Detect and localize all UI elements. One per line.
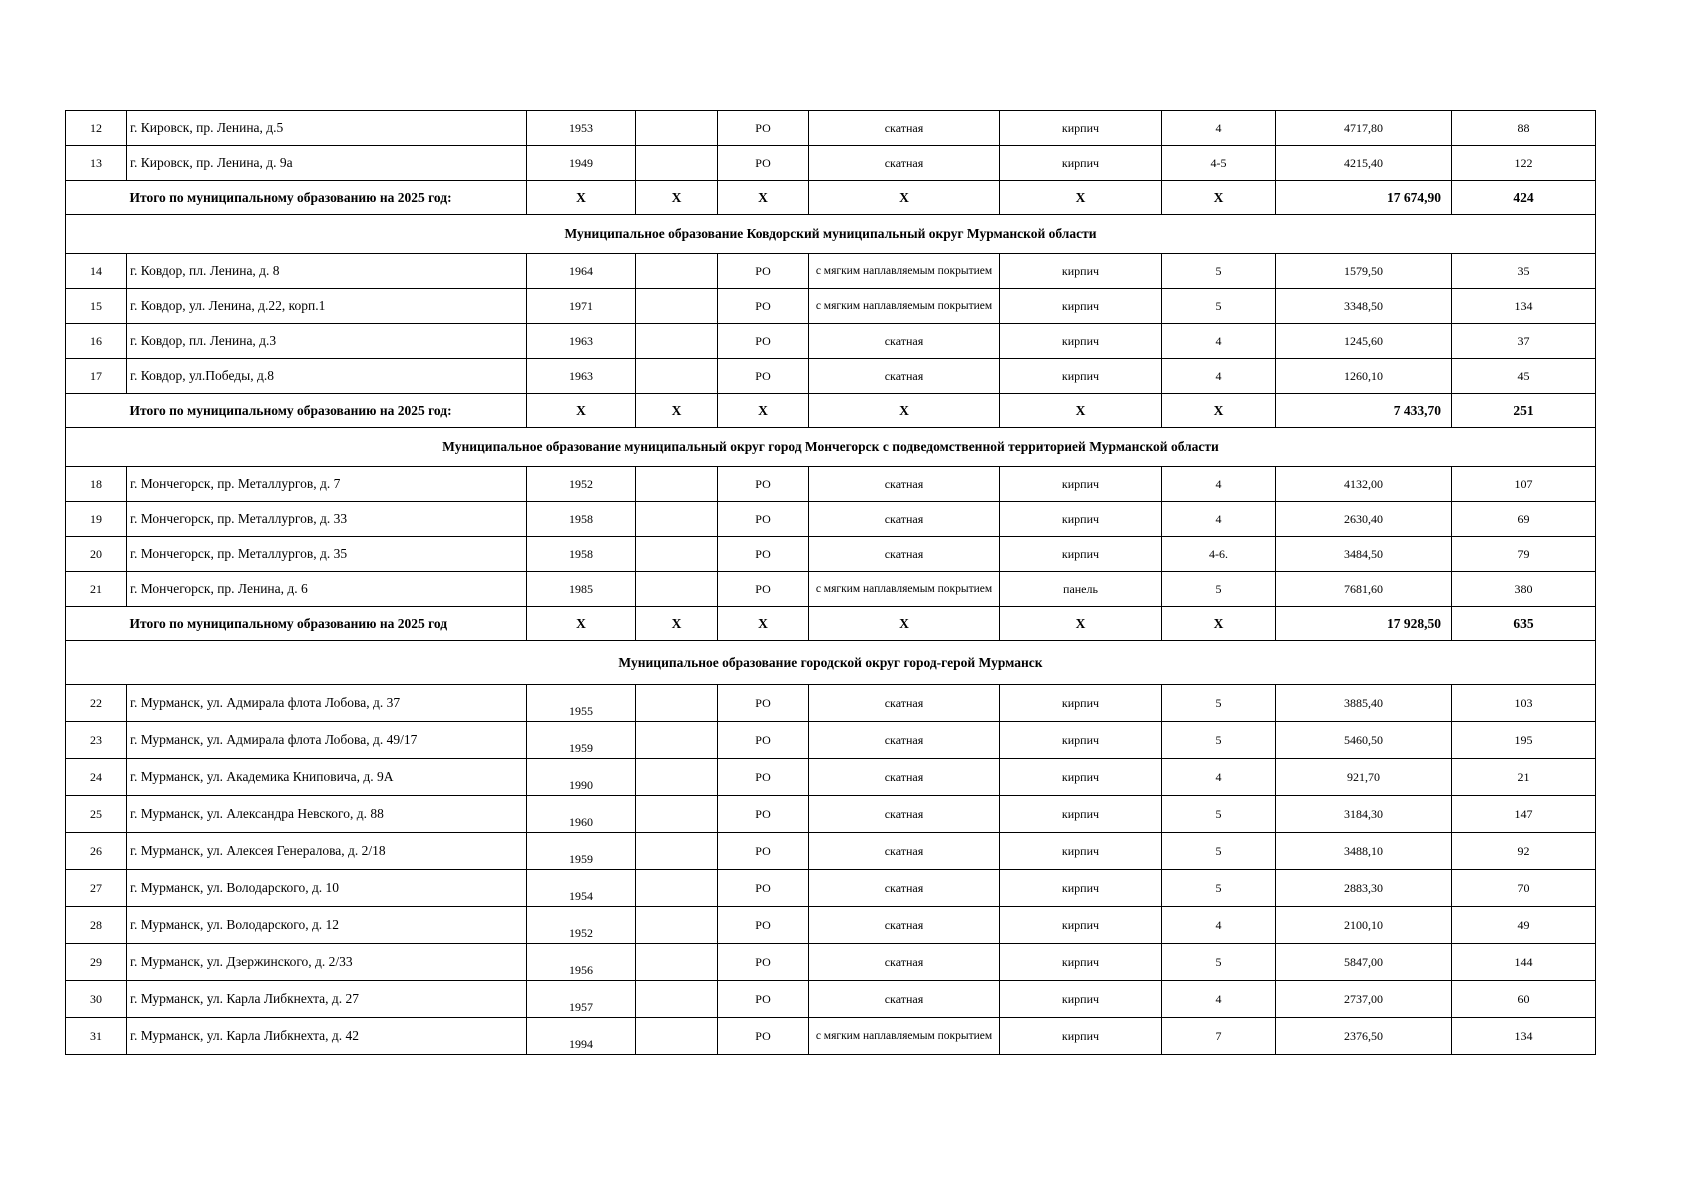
table-row bbox=[66, 907, 1596, 944]
residents-cell: 69 bbox=[1452, 502, 1596, 537]
roof-type-cell: скатная bbox=[809, 796, 1000, 833]
section-header: Муниципальное образование городской округ город-герой Мурманск bbox=[66, 641, 1596, 685]
subtotal-x-mark: Х bbox=[718, 607, 809, 641]
subtotal-row bbox=[66, 181, 1596, 215]
empty-cell bbox=[636, 324, 718, 359]
year-cell: 1963 bbox=[527, 324, 636, 359]
row-number-cell: 20 bbox=[66, 537, 127, 572]
subtotal-area: 17 674,90 bbox=[1276, 181, 1452, 215]
roof-type-cell: скатная bbox=[809, 907, 1000, 944]
area-cell: 2376,50 bbox=[1276, 1018, 1452, 1055]
subtotal-x-mark: Х bbox=[636, 181, 718, 215]
wall-material-cell: кирпич bbox=[1000, 870, 1162, 907]
table-row bbox=[66, 254, 1596, 289]
residents-cell: 147 bbox=[1452, 796, 1596, 833]
roof-type-cell: скатная bbox=[809, 722, 1000, 759]
subtotal-x-mark: Х bbox=[527, 607, 636, 641]
table-row bbox=[66, 685, 1596, 722]
year-cell: 1985 bbox=[527, 572, 636, 607]
subtotal-x-mark: Х bbox=[1000, 181, 1162, 215]
address-cell: г. Мурманск, ул. Володарского, д. 12 bbox=[127, 907, 527, 944]
table-row bbox=[66, 111, 1596, 146]
floors-cell: 4 bbox=[1162, 359, 1276, 394]
empty-cell bbox=[636, 870, 718, 907]
wall-material-cell: кирпич bbox=[1000, 289, 1162, 324]
floors-cell: 4 bbox=[1162, 324, 1276, 359]
roof-type-cell: скатная bbox=[809, 685, 1000, 722]
address-cell: г. Ковдор, пл. Ленина, д.3 bbox=[127, 324, 527, 359]
wall-material-cell: кирпич bbox=[1000, 981, 1162, 1018]
program-cell: РО bbox=[718, 146, 809, 181]
residents-cell: 49 bbox=[1452, 907, 1596, 944]
empty-cell bbox=[636, 944, 718, 981]
residents-cell: 79 bbox=[1452, 537, 1596, 572]
table-row bbox=[66, 833, 1596, 870]
floors-cell: 5 bbox=[1162, 722, 1276, 759]
year-cell: 1952 bbox=[527, 907, 636, 944]
area-cell: 2737,00 bbox=[1276, 981, 1452, 1018]
residents-cell: 107 bbox=[1452, 467, 1596, 502]
area-cell: 1260,10 bbox=[1276, 359, 1452, 394]
year-cell: 1963 bbox=[527, 359, 636, 394]
address-cell: г. Мурманск, ул. Адмирала флота Лобова, д. 37 bbox=[127, 685, 527, 722]
program-cell: РО bbox=[718, 289, 809, 324]
residents-cell: 134 bbox=[1452, 289, 1596, 324]
row-number-cell: 13 bbox=[66, 146, 127, 181]
floors-cell: 5 bbox=[1162, 944, 1276, 981]
area-cell: 1245,60 bbox=[1276, 324, 1452, 359]
year-cell: 1953 bbox=[527, 111, 636, 146]
address-cell: г. Мурманск, ул. Володарского, д. 10 bbox=[127, 870, 527, 907]
year-cell: 1958 bbox=[527, 502, 636, 537]
roof-type-cell: скатная bbox=[809, 537, 1000, 572]
address-cell: г. Мончегорск, пр. Металлургов, д. 35 bbox=[127, 537, 527, 572]
area-cell: 3348,50 bbox=[1276, 289, 1452, 324]
row-number-cell: 22 bbox=[66, 685, 127, 722]
row-number-cell: 26 bbox=[66, 833, 127, 870]
roof-type-cell: с мягким наплавляемым покрытием bbox=[809, 1018, 1000, 1055]
empty-cell bbox=[636, 685, 718, 722]
empty-cell bbox=[636, 502, 718, 537]
wall-material-cell: кирпич bbox=[1000, 722, 1162, 759]
residents-cell: 195 bbox=[1452, 722, 1596, 759]
roof-type-cell: с мягким наплавляемым покрытием bbox=[809, 254, 1000, 289]
subtotal-label: Итого по муниципальному образованию на 2025 год: bbox=[127, 394, 527, 428]
section-header-row bbox=[66, 215, 1596, 254]
year-cell: 1960 bbox=[527, 796, 636, 833]
address-cell: г. Ковдор, пл. Ленина, д. 8 bbox=[127, 254, 527, 289]
residents-cell: 21 bbox=[1452, 759, 1596, 796]
area-cell: 5847,00 bbox=[1276, 944, 1452, 981]
residents-cell: 35 bbox=[1452, 254, 1596, 289]
subtotal-x-mark: Х bbox=[1162, 394, 1276, 428]
year-cell: 1971 bbox=[527, 289, 636, 324]
wall-material-cell: кирпич bbox=[1000, 502, 1162, 537]
address-cell: г. Мурманск, ул. Адмирала флота Лобова, д. 49/17 bbox=[127, 722, 527, 759]
floors-cell: 4 bbox=[1162, 759, 1276, 796]
row-number-cell: 15 bbox=[66, 289, 127, 324]
roof-type-cell: с мягким наплавляемым покрытием bbox=[809, 572, 1000, 607]
empty-cell bbox=[636, 467, 718, 502]
year-cell: 1958 bbox=[527, 537, 636, 572]
subtotal-residents: 424 bbox=[1452, 181, 1596, 215]
roof-type-cell: скатная bbox=[809, 146, 1000, 181]
address-cell: г. Мончегорск, пр. Металлургов, д. 33 bbox=[127, 502, 527, 537]
program-cell: РО bbox=[718, 502, 809, 537]
floors-cell: 4-6. bbox=[1162, 537, 1276, 572]
subtotal-x-mark: Х bbox=[527, 181, 636, 215]
program-cell: РО bbox=[718, 467, 809, 502]
row-number-cell: 12 bbox=[66, 111, 127, 146]
empty-cell bbox=[636, 146, 718, 181]
year-cell: 1959 bbox=[527, 722, 636, 759]
row-number-cell: 27 bbox=[66, 870, 127, 907]
roof-type-cell: скатная bbox=[809, 759, 1000, 796]
section-header: Муниципальное образование Ковдорский муниципальный округ Мурманской области bbox=[66, 215, 1596, 254]
table-row bbox=[66, 944, 1596, 981]
program-cell: РО bbox=[718, 796, 809, 833]
table-row bbox=[66, 289, 1596, 324]
subtotal-spacer bbox=[66, 607, 127, 641]
empty-cell bbox=[636, 981, 718, 1018]
area-cell: 4717,80 bbox=[1276, 111, 1452, 146]
program-cell: РО bbox=[718, 685, 809, 722]
empty-cell bbox=[636, 833, 718, 870]
area-cell: 4132,00 bbox=[1276, 467, 1452, 502]
wall-material-cell: кирпич bbox=[1000, 796, 1162, 833]
floors-cell: 4 bbox=[1162, 467, 1276, 502]
area-cell: 1579,50 bbox=[1276, 254, 1452, 289]
floors-cell: 4 bbox=[1162, 981, 1276, 1018]
row-number-cell: 18 bbox=[66, 467, 127, 502]
floors-cell: 7 bbox=[1162, 1018, 1276, 1055]
subtotal-x-mark: Х bbox=[1162, 607, 1276, 641]
row-number-cell: 23 bbox=[66, 722, 127, 759]
empty-cell bbox=[636, 359, 718, 394]
floors-cell: 5 bbox=[1162, 254, 1276, 289]
table-row bbox=[66, 572, 1596, 607]
empty-cell bbox=[636, 759, 718, 796]
residents-cell: 380 bbox=[1452, 572, 1596, 607]
year-cell: 1994 bbox=[527, 1018, 636, 1055]
program-cell: РО bbox=[718, 944, 809, 981]
subtotal-label: Итого по муниципальному образованию на 2025 год: bbox=[127, 181, 527, 215]
row-number-cell: 29 bbox=[66, 944, 127, 981]
wall-material-cell: кирпич bbox=[1000, 944, 1162, 981]
floors-cell: 5 bbox=[1162, 870, 1276, 907]
year-cell: 1952 bbox=[527, 467, 636, 502]
year-cell: 1957 bbox=[527, 981, 636, 1018]
table-row bbox=[66, 981, 1596, 1018]
year-cell: 1949 bbox=[527, 146, 636, 181]
program-cell: РО bbox=[718, 254, 809, 289]
wall-material-cell: кирпич bbox=[1000, 907, 1162, 944]
roof-type-cell: скатная bbox=[809, 944, 1000, 981]
address-cell: г. Мончегорск, пр. Металлургов, д. 7 bbox=[127, 467, 527, 502]
area-cell: 3885,40 bbox=[1276, 685, 1452, 722]
program-cell: РО bbox=[718, 111, 809, 146]
row-number-cell: 28 bbox=[66, 907, 127, 944]
subtotal-spacer bbox=[66, 181, 127, 215]
subtotal-x-mark: Х bbox=[809, 394, 1000, 428]
residents-cell: 144 bbox=[1452, 944, 1596, 981]
program-cell: РО bbox=[718, 759, 809, 796]
row-number-cell: 19 bbox=[66, 502, 127, 537]
row-number-cell: 24 bbox=[66, 759, 127, 796]
wall-material-cell: кирпич bbox=[1000, 146, 1162, 181]
address-cell: г. Мурманск, ул. Александра Невского, д. 88 bbox=[127, 796, 527, 833]
wall-material-cell: кирпич bbox=[1000, 537, 1162, 572]
subtotal-area: 7 433,70 bbox=[1276, 394, 1452, 428]
empty-cell bbox=[636, 722, 718, 759]
table-row bbox=[66, 537, 1596, 572]
roof-type-cell: скатная bbox=[809, 467, 1000, 502]
wall-material-cell: кирпич bbox=[1000, 685, 1162, 722]
program-cell: РО bbox=[718, 722, 809, 759]
residents-cell: 122 bbox=[1452, 146, 1596, 181]
section-header-row bbox=[66, 428, 1596, 467]
address-cell: г. Кировск, пр. Ленина, д.5 bbox=[127, 111, 527, 146]
residents-cell: 88 bbox=[1452, 111, 1596, 146]
residents-cell: 103 bbox=[1452, 685, 1596, 722]
area-cell: 5460,50 bbox=[1276, 722, 1452, 759]
empty-cell bbox=[636, 254, 718, 289]
section-header: Муниципальное образование муниципальный округ город Мончегорск с подведомственной территорией Мурманской области bbox=[66, 428, 1596, 467]
row-number-cell: 30 bbox=[66, 981, 127, 1018]
area-cell: 7681,60 bbox=[1276, 572, 1452, 607]
empty-cell bbox=[636, 796, 718, 833]
subtotal-row bbox=[66, 394, 1596, 428]
address-cell: г. Мурманск, ул. Академика Книповича, д. 9А bbox=[127, 759, 527, 796]
floors-cell: 4 bbox=[1162, 502, 1276, 537]
floors-cell: 5 bbox=[1162, 289, 1276, 324]
area-cell: 3484,50 bbox=[1276, 537, 1452, 572]
subtotal-row bbox=[66, 607, 1596, 641]
table-row bbox=[66, 796, 1596, 833]
roof-type-cell: с мягким наплавляемым покрытием bbox=[809, 289, 1000, 324]
roof-type-cell: скатная bbox=[809, 111, 1000, 146]
section-header-row bbox=[66, 641, 1596, 685]
empty-cell bbox=[636, 907, 718, 944]
subtotal-x-mark: Х bbox=[1000, 607, 1162, 641]
subtotal-x-mark: Х bbox=[718, 394, 809, 428]
address-cell: г. Мурманск, ул. Дзержинского, д. 2/33 bbox=[127, 944, 527, 981]
empty-cell bbox=[636, 289, 718, 324]
residents-cell: 92 bbox=[1452, 833, 1596, 870]
wall-material-cell: кирпич bbox=[1000, 254, 1162, 289]
table-row bbox=[66, 1018, 1596, 1055]
year-cell: 1956 bbox=[527, 944, 636, 981]
table-row bbox=[66, 324, 1596, 359]
subtotal-x-mark: Х bbox=[636, 607, 718, 641]
program-cell: РО bbox=[718, 537, 809, 572]
area-cell: 2883,30 bbox=[1276, 870, 1452, 907]
area-cell: 2100,10 bbox=[1276, 907, 1452, 944]
roof-type-cell: скатная bbox=[809, 833, 1000, 870]
floors-cell: 4 bbox=[1162, 907, 1276, 944]
program-cell: РО bbox=[718, 907, 809, 944]
table-row bbox=[66, 146, 1596, 181]
subtotal-x-mark: Х bbox=[636, 394, 718, 428]
table-row bbox=[66, 467, 1596, 502]
wall-material-cell: кирпич bbox=[1000, 467, 1162, 502]
address-cell: г. Ковдор, ул. Ленина, д.22, корп.1 bbox=[127, 289, 527, 324]
row-number-cell: 16 bbox=[66, 324, 127, 359]
address-cell: г. Кировск, пр. Ленина, д. 9а bbox=[127, 146, 527, 181]
floors-cell: 5 bbox=[1162, 796, 1276, 833]
residents-cell: 134 bbox=[1452, 1018, 1596, 1055]
table-row bbox=[66, 502, 1596, 537]
subtotal-residents: 251 bbox=[1452, 394, 1596, 428]
subtotal-x-mark: Х bbox=[809, 181, 1000, 215]
residents-cell: 60 bbox=[1452, 981, 1596, 1018]
wall-material-cell: кирпич bbox=[1000, 759, 1162, 796]
residents-cell: 70 bbox=[1452, 870, 1596, 907]
year-cell: 1959 bbox=[527, 833, 636, 870]
row-number-cell: 31 bbox=[66, 1018, 127, 1055]
row-number-cell: 21 bbox=[66, 572, 127, 607]
area-cell: 4215,40 bbox=[1276, 146, 1452, 181]
row-number-cell: 17 bbox=[66, 359, 127, 394]
roof-type-cell: скатная bbox=[809, 502, 1000, 537]
wall-material-cell: кирпич bbox=[1000, 111, 1162, 146]
year-cell: 1954 bbox=[527, 870, 636, 907]
program-cell: РО bbox=[718, 572, 809, 607]
wall-material-cell: кирпич bbox=[1000, 833, 1162, 870]
program-cell: РО bbox=[718, 1018, 809, 1055]
wall-material-cell: кирпич bbox=[1000, 359, 1162, 394]
subtotal-x-mark: Х bbox=[1162, 181, 1276, 215]
residents-cell: 45 bbox=[1452, 359, 1596, 394]
subtotal-area: 17 928,50 bbox=[1276, 607, 1452, 641]
subtotal-residents: 635 bbox=[1452, 607, 1596, 641]
floors-cell: 4 bbox=[1162, 111, 1276, 146]
floors-cell: 5 bbox=[1162, 572, 1276, 607]
year-cell: 1955 bbox=[527, 685, 636, 722]
table-body bbox=[66, 111, 1596, 1055]
year-cell: 1990 bbox=[527, 759, 636, 796]
year-cell: 1964 bbox=[527, 254, 636, 289]
table-row bbox=[66, 759, 1596, 796]
table-row bbox=[66, 722, 1596, 759]
subtotal-x-mark: Х bbox=[718, 181, 809, 215]
address-cell: г. Мурманск, ул. Карла Либкнехта, д. 42 bbox=[127, 1018, 527, 1055]
empty-cell bbox=[636, 537, 718, 572]
row-number-cell: 25 bbox=[66, 796, 127, 833]
subtotal-x-mark: Х bbox=[527, 394, 636, 428]
subtotal-x-mark: Х bbox=[809, 607, 1000, 641]
floors-cell: 4-5 bbox=[1162, 146, 1276, 181]
residents-cell: 37 bbox=[1452, 324, 1596, 359]
address-cell: г. Ковдор, ул.Победы, д.8 bbox=[127, 359, 527, 394]
area-cell: 921,70 bbox=[1276, 759, 1452, 796]
empty-cell bbox=[636, 572, 718, 607]
program-cell: РО bbox=[718, 870, 809, 907]
address-cell: г. Мурманск, ул. Алексея Генералова, д. 2/18 bbox=[127, 833, 527, 870]
program-cell: РО bbox=[718, 981, 809, 1018]
table-row bbox=[66, 359, 1596, 394]
floors-cell: 5 bbox=[1162, 685, 1276, 722]
area-cell: 2630,40 bbox=[1276, 502, 1452, 537]
empty-cell bbox=[636, 111, 718, 146]
housing-register-table bbox=[65, 110, 1596, 1055]
wall-material-cell: панель bbox=[1000, 572, 1162, 607]
floors-cell: 5 bbox=[1162, 833, 1276, 870]
roof-type-cell: скатная bbox=[809, 324, 1000, 359]
subtotal-label: Итого по муниципальному образованию на 2025 год bbox=[127, 607, 527, 641]
subtotal-spacer bbox=[66, 394, 127, 428]
subtotal-x-mark: Х bbox=[1000, 394, 1162, 428]
roof-type-cell: скатная bbox=[809, 870, 1000, 907]
table-row bbox=[66, 870, 1596, 907]
area-cell: 3488,10 bbox=[1276, 833, 1452, 870]
row-number-cell: 14 bbox=[66, 254, 127, 289]
wall-material-cell: кирпич bbox=[1000, 1018, 1162, 1055]
address-cell: г. Мончегорск, пр. Ленина, д. 6 bbox=[127, 572, 527, 607]
roof-type-cell: скатная bbox=[809, 359, 1000, 394]
program-cell: РО bbox=[718, 833, 809, 870]
address-cell: г. Мурманск, ул. Карла Либкнехта, д. 27 bbox=[127, 981, 527, 1018]
area-cell: 3184,30 bbox=[1276, 796, 1452, 833]
program-cell: РО bbox=[718, 359, 809, 394]
wall-material-cell: кирпич bbox=[1000, 324, 1162, 359]
roof-type-cell: скатная bbox=[809, 981, 1000, 1018]
empty-cell bbox=[636, 1018, 718, 1055]
program-cell: РО bbox=[718, 324, 809, 359]
